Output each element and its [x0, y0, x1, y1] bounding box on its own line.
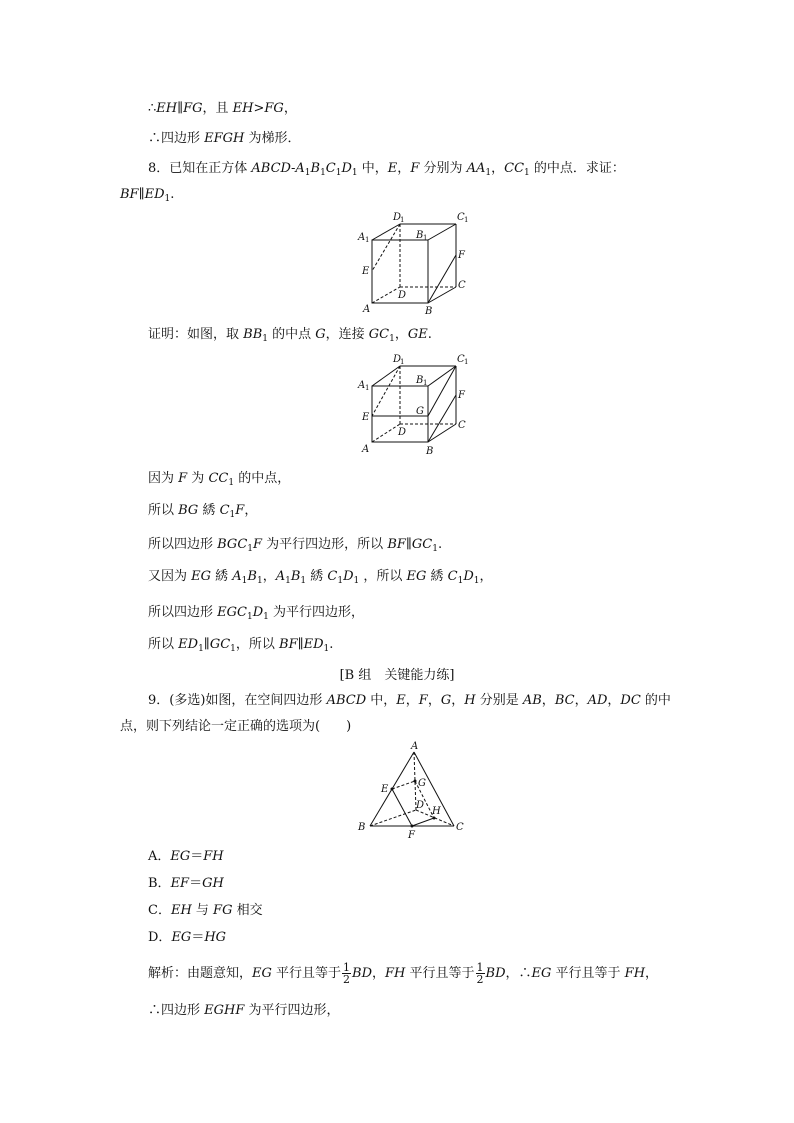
label-D: D	[398, 427, 407, 438]
text: D	[343, 569, 354, 584]
subscript: 1	[256, 576, 263, 586]
text: F	[235, 503, 245, 518]
text: 的中点，	[234, 471, 291, 486]
text: BB	[243, 327, 263, 342]
label-C: C	[458, 280, 466, 291]
text: 的中点．求证：	[529, 161, 625, 176]
text: 又因为	[148, 569, 192, 584]
subscript: 1	[389, 334, 395, 344]
text: EG	[252, 966, 272, 981]
text: FH	[385, 966, 406, 981]
proof-line-6	[148, 636, 333, 654]
text: ∴	[148, 101, 157, 116]
subscript: 1	[300, 576, 307, 586]
text: ∥	[297, 637, 304, 652]
text: E	[387, 161, 398, 176]
text: 的中	[640, 693, 671, 708]
text: -	[290, 161, 296, 176]
label-G: G	[416, 406, 424, 417]
text: ，	[451, 693, 465, 708]
subscript: 1	[230, 644, 236, 654]
text: GC	[411, 537, 433, 552]
text: EH	[232, 101, 254, 116]
text: C	[325, 161, 336, 176]
label-E: E	[362, 412, 370, 423]
text: F	[178, 471, 188, 486]
denominator: 2	[476, 973, 484, 986]
numerator: 1	[476, 961, 484, 974]
text: GC	[368, 327, 390, 342]
text-line	[148, 100, 297, 118]
text: ∥	[138, 187, 145, 202]
question-9-line2: 点，则下列结论一定正确的选项为( )	[120, 719, 352, 734]
text: ＝	[191, 930, 205, 945]
text: E	[396, 693, 406, 708]
text: AB	[522, 693, 542, 708]
text: 所以四边形	[148, 537, 218, 552]
text: EG	[406, 569, 427, 584]
subscript: 1	[164, 194, 171, 204]
text: CC	[208, 471, 229, 486]
text: A	[232, 569, 242, 584]
text: 綉	[426, 569, 448, 584]
label-B: B	[425, 306, 433, 316]
label-sub: 1	[423, 379, 428, 387]
text: B	[247, 569, 257, 584]
text: B．	[148, 876, 171, 891]
subscript: 1	[337, 576, 344, 586]
text: 所以四边形	[148, 605, 218, 620]
cube-figure-2	[350, 348, 470, 458]
label-sub: 1	[423, 234, 428, 242]
text: EG	[191, 569, 212, 584]
denominator: 2	[343, 973, 351, 986]
option-c[interactable]	[148, 902, 263, 920]
option-d[interactable]	[148, 929, 226, 947]
text: 为平行四边形，	[268, 605, 365, 620]
label-H: H	[432, 806, 441, 817]
label-A: A	[411, 741, 419, 752]
text: ，	[491, 161, 505, 176]
option-b[interactable]	[148, 875, 224, 893]
text: 中，	[366, 693, 397, 708]
text: ，	[607, 693, 621, 708]
numerator: 1	[343, 961, 351, 974]
text: BG	[178, 503, 199, 518]
subscript: 1	[304, 168, 311, 178]
question-8	[148, 160, 625, 178]
label-sub: 1	[365, 236, 370, 244]
label-sub: 1	[365, 384, 370, 392]
subscript: 1	[229, 510, 236, 520]
text: F	[418, 693, 428, 708]
text: D	[463, 569, 474, 584]
text: 因为	[148, 471, 179, 486]
text: 分别是	[475, 693, 523, 708]
label-F: F	[408, 830, 415, 840]
text: EH	[156, 101, 178, 116]
label-F: F	[458, 250, 465, 261]
text: ，所以	[235, 637, 280, 652]
section-heading: [B 组 关键能力练]	[339, 668, 455, 683]
text: ，连接	[325, 327, 369, 342]
text: ，且	[202, 101, 233, 116]
text: B	[310, 161, 321, 176]
label-F: F	[458, 390, 465, 401]
text: G	[315, 327, 326, 342]
text: 平行且等于	[551, 966, 625, 981]
text: ABCD	[326, 693, 367, 708]
label-B: B	[426, 446, 434, 457]
proof-line-5	[148, 604, 364, 622]
text: 证明：如图，取	[148, 327, 244, 342]
text: 平行且等于	[405, 966, 475, 981]
text: BGC	[217, 537, 248, 552]
proof-line-1	[148, 470, 290, 488]
text: ，	[262, 569, 276, 584]
text: B	[290, 569, 301, 584]
text: DC	[620, 693, 641, 708]
text: ∥	[203, 637, 210, 652]
text: 解析：由题意知，	[148, 966, 253, 981]
label-sub: 1	[400, 216, 405, 224]
text: ED	[144, 187, 165, 202]
label-E: E	[362, 266, 370, 277]
label-sub: 1	[464, 358, 469, 366]
point-g	[414, 780, 417, 783]
proof-line-2	[148, 502, 257, 520]
text: H	[464, 693, 476, 708]
text: D．	[148, 930, 172, 945]
text: A．	[148, 849, 171, 864]
text: GC	[209, 637, 231, 652]
label-C1: C	[457, 354, 465, 365]
text: ，	[397, 161, 411, 176]
label-sub: 1	[464, 216, 469, 224]
text: 綉	[198, 503, 220, 518]
text: FH	[203, 849, 224, 864]
subscript: 1	[457, 576, 464, 586]
text: AA	[466, 161, 486, 176]
subscript: 1	[247, 544, 254, 554]
text: C	[447, 569, 458, 584]
proof-line-3	[148, 536, 442, 554]
text: 中，	[357, 161, 388, 176]
text: FH	[624, 966, 646, 981]
point-f	[411, 825, 414, 828]
text: ，	[574, 693, 588, 708]
text: .	[170, 187, 175, 202]
text: EG	[531, 966, 552, 981]
subscript: 1	[432, 544, 438, 554]
text: BF	[120, 187, 139, 202]
text: .	[437, 537, 443, 552]
text: EGC	[217, 605, 247, 620]
text: 8．已知在正方体	[148, 161, 252, 176]
text: D	[252, 605, 264, 620]
text: A	[295, 161, 305, 176]
text: 为梯形．	[244, 131, 301, 146]
text: BF	[387, 537, 406, 552]
text: ，	[541, 693, 555, 708]
text: 相交	[232, 903, 263, 918]
subscript: 1	[473, 576, 480, 586]
label-C: C	[456, 822, 464, 833]
text: 分别为	[419, 161, 467, 176]
fraction-half	[342, 962, 351, 985]
solution-line-1	[148, 962, 658, 985]
text: ∴四边形	[148, 1003, 205, 1018]
text: 所以	[148, 637, 179, 652]
text: ＝	[189, 876, 203, 891]
text: 与	[191, 903, 214, 918]
text: C	[219, 503, 230, 518]
label-C1: C	[457, 212, 465, 223]
text: 綉	[306, 569, 328, 584]
subscript: 1	[323, 644, 330, 654]
text: .	[329, 637, 334, 652]
text: .	[427, 327, 432, 342]
text: ∥	[177, 101, 184, 116]
text: 所以	[148, 503, 179, 518]
label-D1: D	[393, 354, 402, 365]
text: F	[410, 161, 420, 176]
label-A: A	[362, 444, 370, 455]
text: 綉	[211, 569, 233, 584]
text: EG	[170, 849, 191, 864]
subscript: 1	[320, 168, 326, 178]
label-C: C	[458, 420, 466, 431]
text: BC	[554, 693, 575, 708]
point-e	[391, 788, 394, 791]
subscript: 1	[351, 168, 358, 178]
label-D1: D	[393, 212, 402, 223]
subscript: 1	[246, 612, 253, 622]
text: ED	[303, 637, 324, 652]
text: FG	[264, 101, 284, 116]
text: ，所以	[359, 569, 407, 584]
text: C	[327, 569, 338, 584]
text: CC	[504, 161, 525, 176]
label-sub: 1	[400, 358, 405, 366]
text: ，	[479, 569, 493, 584]
text: >	[253, 101, 265, 116]
subscript: 1	[228, 478, 235, 488]
text: BF	[279, 637, 298, 652]
text: ，	[405, 693, 419, 708]
text: 平行且等于	[271, 966, 342, 981]
text: ∥	[405, 537, 412, 552]
cube-figure-1	[350, 208, 470, 316]
label-D: D	[416, 800, 425, 811]
proof-line-4	[148, 568, 493, 586]
text: 的中点	[267, 327, 316, 342]
text: EH	[170, 903, 192, 918]
question-8-line2	[120, 186, 174, 204]
text: ABCD	[251, 161, 291, 176]
text: ，	[394, 327, 408, 342]
text: ，	[427, 693, 441, 708]
text: F	[253, 537, 263, 552]
text: ，∴	[505, 966, 532, 981]
text: ，	[283, 101, 297, 116]
text: BD	[485, 966, 506, 981]
solution-line-2	[148, 1002, 340, 1020]
subscript: 1	[485, 168, 492, 178]
label-D: D	[398, 290, 407, 301]
text: FG	[213, 903, 233, 918]
text: ，	[645, 966, 659, 981]
text: EGHF	[204, 1003, 245, 1018]
subscript: 1	[335, 168, 342, 178]
option-a[interactable]	[148, 848, 224, 866]
text: 为平行四边形，所以	[262, 537, 388, 552]
subscript: 1	[353, 576, 360, 586]
label-A: A	[363, 304, 371, 315]
subscript: 1	[524, 168, 530, 178]
subscript: 1	[198, 644, 204, 654]
text: ∴四边形	[148, 131, 205, 146]
text: G	[440, 693, 452, 708]
text: HG	[204, 930, 227, 945]
subscript: 1	[262, 334, 268, 344]
proof-intro	[148, 326, 432, 344]
text: GH	[202, 876, 224, 891]
subscript: 1	[263, 612, 269, 622]
text: ，	[372, 966, 386, 981]
subscript: 1	[241, 576, 248, 586]
fraction-half	[476, 962, 485, 985]
text: D	[341, 161, 352, 176]
text: EG	[171, 930, 192, 945]
question-9	[148, 692, 671, 710]
text: ，	[244, 503, 258, 518]
text: A	[275, 569, 286, 584]
label-E: E	[381, 784, 389, 795]
label-B1: B	[416, 230, 424, 241]
text: EFGH	[204, 131, 245, 146]
text-line	[148, 130, 301, 148]
text: ED	[178, 637, 199, 652]
subscript: 1	[285, 576, 291, 586]
text: 为平行四边形，	[244, 1003, 340, 1018]
text: C．	[148, 903, 171, 918]
tetrahedron-figure	[352, 740, 467, 840]
text: ＝	[190, 849, 204, 864]
text: AD	[587, 693, 608, 708]
text: GE	[407, 327, 428, 342]
label-A1: A	[358, 232, 366, 243]
text: 为	[187, 471, 209, 486]
text: FG	[183, 101, 203, 116]
text: EF	[170, 876, 190, 891]
label-G: G	[418, 778, 426, 789]
text: BD	[352, 966, 373, 981]
label-A1: A	[358, 380, 366, 391]
label-B: B	[358, 822, 366, 833]
label-B1: B	[416, 375, 424, 386]
text: 9．(多选)如图，在空间四边形	[148, 693, 327, 708]
